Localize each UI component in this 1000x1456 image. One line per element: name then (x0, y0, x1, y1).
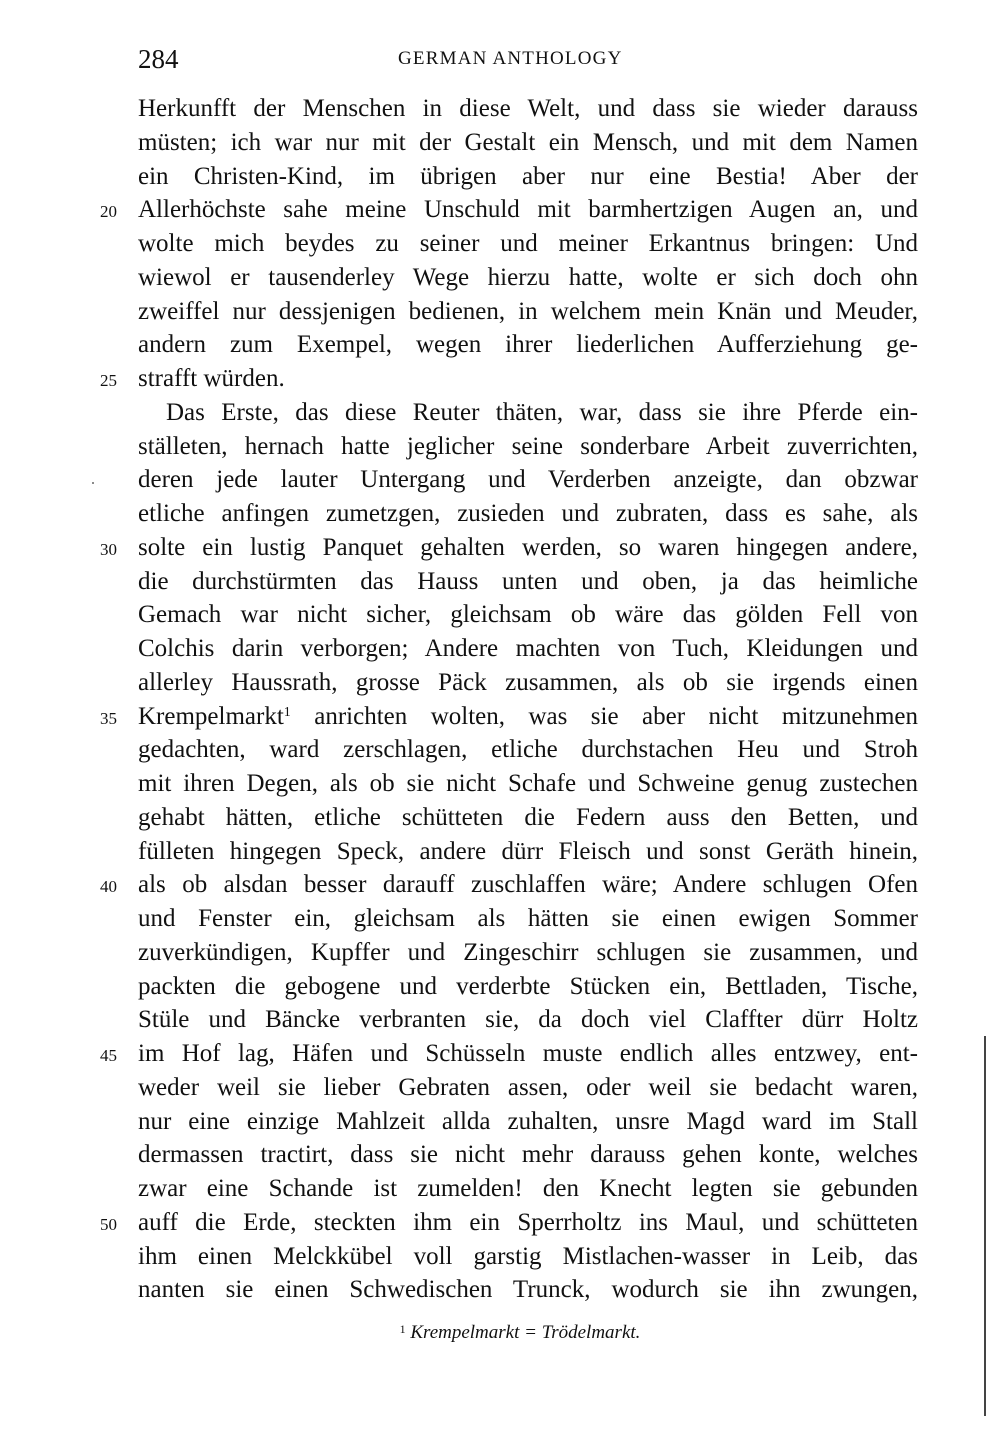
text-line: deren jede lauter Untergang und Verderben anzeigte, dan obzwar (138, 466, 918, 494)
line-number: 40 (100, 877, 117, 897)
text-line: nanten sie einen Schwedischen Trunck, wodurch sie ihn zwungen, (138, 1276, 918, 1304)
running-title: GERMAN ANTHOLOGY (398, 48, 623, 69)
footnote (0, 1322, 1000, 1344)
text-line: gedachten, ward zerschlagen, etliche durchstachen Heu und Stroh (138, 736, 918, 764)
text-line: und Fenster ein, gleichsam als hätten sie einen ewigen Sommer (138, 905, 918, 932)
text-line: 30 solte ein lustig Panquet gehalten werden, so waren hingegen andere, (138, 531, 918, 565)
text-line: Stüle und Bäncke verbranten sie, da doch viel Claffter dürr Holtz (138, 1006, 918, 1034)
scan-speck (92, 482, 94, 484)
line-number: 25 (100, 371, 117, 390)
text-line: andern zum Exempel, wegen ihrer liederlichen Aufferziehung ge- (138, 331, 918, 359)
text-line: müsten; ich war nur mit der Gestalt ein Mensch, und mit dem Namen (138, 128, 918, 156)
text-line: packten die gebogene und verderbte Stücken ein, Bettladen, Tische, (138, 972, 918, 1000)
text-line: 50 auff die Erde, steckten ihm ein Sperrholtz ins Maul, und schütteten (138, 1206, 918, 1240)
footnote-mark: 1 (399, 1322, 406, 1336)
text-line: zwar eine Schande ist zumelden! den Knecht legten sie gebunden (138, 1175, 918, 1202)
text-line: 40 als ob alsdan besser darauff zuschlaffen wäre; Andere schlugen Ofen (138, 868, 918, 902)
text-line: mit ihren Degen, als ob sie nicht Schafe und Schweine genug zustechen (138, 770, 918, 797)
line-number: 50 (100, 1214, 117, 1234)
text-line: fülleten hingegen Speck, andere dürr Fleisch und sonst Geräth hinein, (138, 837, 918, 865)
text-line: ställeten, hernach hatte jeglicher seine sonderbare Arbeit zuverrichten, (138, 432, 918, 460)
text-line: 35 Krempelmarkt$^1$ anrichten wolten, was sie aber nicht mitzunehmen (138, 700, 918, 734)
line-number: 20 (100, 202, 117, 222)
text-line: zweiffel nur dessjenigen bedienen, in welchem mein Knän und Meuder, (138, 297, 918, 325)
text-line: 25 strafft würden. (138, 362, 918, 396)
text-line: Herkunfft der Menschen in diese Welt, und dass sie wieder darauss (138, 95, 918, 122)
text-line: Gemach war nicht sicher, gleichsam ob wäre das gölden Fell von (138, 601, 918, 629)
text-line: Das Erste, das diese Reuter thäten, war, dass sie ihre Pferde ein- (166, 398, 918, 426)
text-line: 45 im Hof lag, Häfen und Schüsseln muste endlich alles entzwey, ent- (138, 1037, 918, 1071)
text-line: allerley Haussrath, grosse Päck zusammen, als ob sie irgends einen (138, 668, 918, 696)
text-line: weder weil sie lieber Gebraten assen, oder weil sie bedacht waren, (138, 1073, 918, 1101)
text-line: etliche anfingen zumetzgen, zusieden und zubraten, dass es sahe, als (138, 500, 918, 527)
scan-edge-line (984, 1036, 986, 1416)
line-number: 45 (100, 1046, 117, 1065)
body-text (100, 92, 918, 1307)
text-line: ein Christen-Kind, im übrigen aber nur eine Bestia! Aber der (138, 162, 918, 190)
page-header (0, 44, 1000, 74)
text-line: ihm einen Melckkübel voll garstig Mistlachen-wasser in Leib, das (138, 1242, 918, 1270)
text-line: nur eine einzige Mahlzeit allda zuhalten, unsre Magd ward im Stall (138, 1107, 918, 1135)
text-line: 20 Allerhöchste sahe meine Unschuld mit barmhertzigen Augen an, und (138, 193, 918, 227)
text-line: Colchis darin verborgen; Andere machten von Tuch, Kleidungen und (138, 635, 918, 662)
text-line: zuverkündigen, Kupffer und Zingeschirr schlugen sie zusammen, und (138, 938, 918, 966)
line-number: 35 (100, 708, 117, 728)
text-line: gehabt hätten, etliche schütteten die Federn auss den Betten, und (138, 803, 918, 831)
text-line: wolte mich beydes zu seiner und meiner Erkantnus bringen: Und (138, 230, 918, 257)
text-line: dermassen tractirt, dass sie nicht mehr darauss gehen konte, welches (138, 1141, 918, 1169)
footnote-reference: 1 (283, 704, 291, 720)
text-line: die durchstürmten das Hauss unten und oben, ja das heimliche (138, 567, 918, 595)
footnote-text: Krempelmarkt = Trödelmarkt. (410, 1322, 641, 1343)
text-line: wiewol er tausenderley Wege hierzu hatte, wolte er sich doch ohn (138, 263, 918, 291)
page-number: 284 (138, 44, 179, 74)
line-number: 30 (100, 539, 117, 559)
